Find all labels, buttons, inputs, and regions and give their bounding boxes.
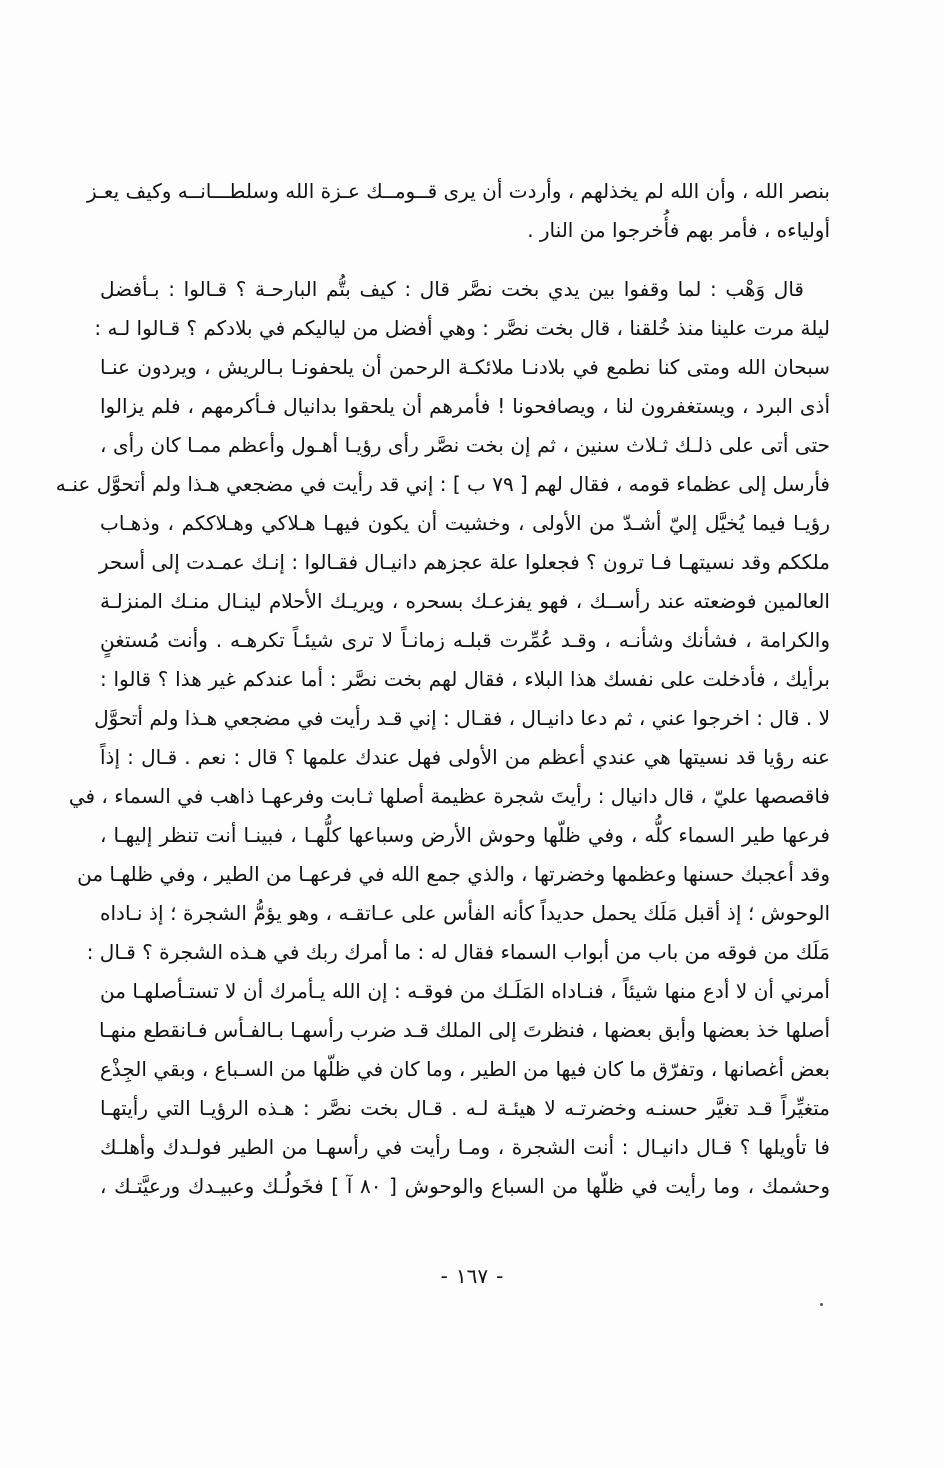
text-line: وحشمك ، وما رأيت في ظلّها من السباع والوحوش [ ٨٠ آ ] فخَولُـك وعبيـدك ورعيَّتـك ، [100, 1174, 830, 1198]
text-line: قال وَهْب : لما وقفوا بين يدي بخت نصَّر قال : كيف بتُّم البارحـة ؟ قـالوا : بـأفضل [100, 277, 804, 301]
text-line: بعض أغصانها ، وتفرّق ما كان فيها من الطير ، وما كان في ظلّها من السـباع ، وبقي الجِذْع [99, 1057, 830, 1081]
text-line: متغيِّراً قـد تغيَّر حسنـه وخضرتـه لا هيئـة لـه . قـال بخت نصَّر : هـذه الرؤيـا التي رأيتهـا [100, 1096, 830, 1120]
text-line: فأرسل إلى عظماء قومه ، فقال لهم [ ٧٩ ب ] : إني قد رأيت في مضجعي هـذا ولم أتحوَّل عنـه [55, 472, 830, 496]
text-line: ليلة مرت علينا منذ خُلقنا ، قال بخت نصَّر : وهي أفضل من لياليكم في بلادكم ؟ قـالوا لـه : [94, 316, 830, 340]
text-line: العالمين فوضعته عند رأســك ، فهو يفزعـك بسحره ، ويريـك الأحلام لينـال منـك المنزلـة [100, 589, 830, 613]
text-line: أولياءه ، فأمر بهم فأُخرجوا من النار . [527, 218, 830, 242]
page-number-value: ١٦٧ [455, 1264, 489, 1288]
text-line: رؤيـا فيما يُخيَّل إليّ أشـدّ من الأولى ، وخشيت أن يكون فيهـا هـلاكي وهـلاككم ، وذهـاب [100, 511, 830, 535]
text-line: ملككم وقد نسيتهـا فـا ترون ؟ فجعلوا علة عجزهم دانيـال فقـالوا : إنـك عمـدت إلى أسحر [98, 550, 830, 574]
page-number [0, 1264, 944, 1288]
text-line: فرعها طير السماء كلُّه ، وفي ظلّها وحوش الأرض وسباعها كلُّهـا ، فبينـا أنت تنظر إليهـا ، [100, 823, 830, 847]
text-line: فاقصصها عليّ ، قال دانيال : رأيتَ شجرة عظيمة أصلها ثـابت وفرعهـا ذاهب في السماء ، في [68, 784, 830, 808]
text-line: وقد أعجبك حسنها وعظمها وخضرتها ، والذي جمع الله في فرعهـا من الطير ، وفي ظلهـا من [77, 862, 830, 886]
text-line: أذى البرد ، ويستغفرون لنا ، ويصافحونا ! فأمرهم أن يلحقوا بدانيال فـأكرمهم ، فلم يزالوا [100, 394, 830, 418]
paragraph-1 [87, 172, 830, 250]
text-line: فا تأويلها ؟ قـال دانيـال : أنت الشجرة ، ومـا رأيت في رأسهـا من الطير فولـدك وأهلـك [100, 1135, 830, 1159]
text-line: أصلها خذ بعضها وأبق بعضها ، فنظرتَ إلى الملك قـد ضرب رأسهـا بـالفـأس فـانقطع منهـا [98, 1018, 830, 1042]
page-number-dash: - [440, 1264, 448, 1288]
text-line: حتى أتى على ذلـك ثـلاث سنين ، ثم إن بخت نصَّر رأى رؤيـا أهـول وأعظم ممـا كان رأى ، [100, 433, 830, 457]
text-line: لا . قال : اخرجوا عني ، ثم دعا دانيـال ، فقـال : إني قـد رأيت في مضجعي هـذا ولم أتحوَّل [94, 706, 830, 730]
text-line: عنه رؤيا قد نسيتها هي عندي أعظم من الأولى فهل عندك علمها ؟ قال : نعم . قـال : إذاً [100, 745, 830, 769]
page-number-dash: - [496, 1264, 504, 1288]
text-line: بنصر الله ، وأن الله لم يخذلهم ، وأردت أن يرى قــومــك عـزة الله وسلطـــانــه وكيف يعـز [87, 179, 830, 203]
text-line: مَلَك من فوقه من باب من أبواب السماء فقال له : ما أمرك ربك في هـذه الشجرة ؟ قـال : [86, 940, 830, 964]
text-line: الوحوش ؛ إذ أقبل مَلَك يحمل حديداً كأنه الفأس على عـاتقـه ، وهو يؤمُّ الشجرة ؛ إذ نـاداه [100, 901, 830, 925]
text-line: برأيك ، فأدخلت على نفسك هذا البلاء ، فقال لهم بخت نصَّر : أما عندكم غير هذا ؟ قالوا : [100, 667, 830, 691]
scan-speck [820, 1303, 823, 1306]
text-line: أمرني أن لا أدع منها شيئاً ، فنـاداه المَلَـك من فوقـه : إن الله يـأمرك أن لا تستـأصلهـا من [100, 979, 830, 1003]
text-line: سبحان الله ومتى كنا نطمع في بلادنـا ملائكـة الرحمن أن يلحفونـا بـالريش ، ويردون عنـا [100, 355, 830, 379]
paragraph-2 [55, 270, 830, 1206]
text-line: والكرامة ، فشأنك وشأنـه ، وقـد عُمِّرت قبلـه زمانـاً لا ترى شيئـاً تكرهـه . وأنت مُستغنٍ [100, 628, 830, 652]
